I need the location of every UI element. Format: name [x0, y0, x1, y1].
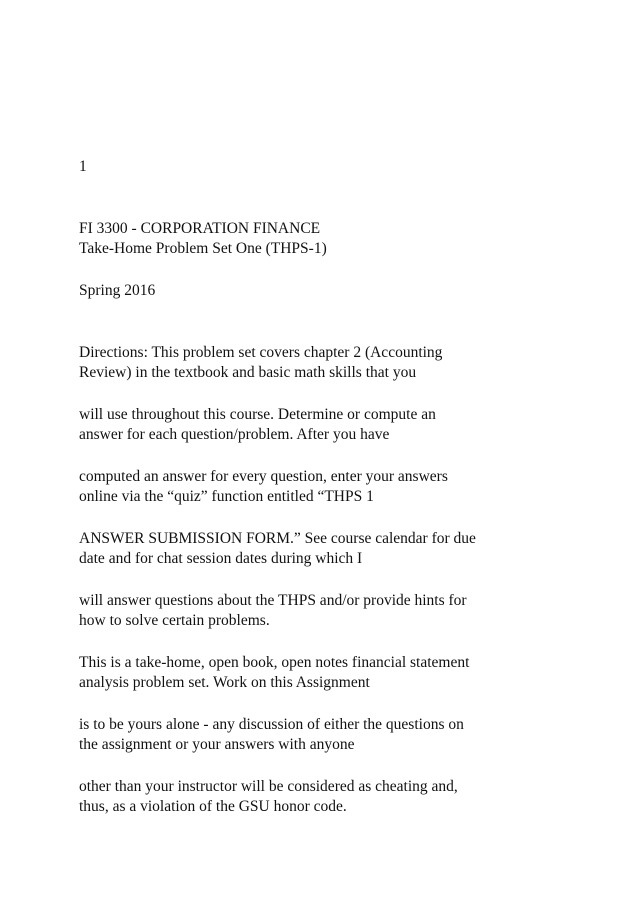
paragraph-1-line-1: Directions: This problem set covers chapter 2 (Accounting	[79, 344, 443, 361]
paragraph-5-line-1: will answer questions about the THPS and/or provide hints for	[79, 592, 467, 609]
page-number: 1	[79, 158, 87, 175]
paragraph-5-line-2: how to solve certain problems.	[79, 612, 270, 629]
assignment-title: Take-Home Problem Set One (THPS-1)	[79, 240, 327, 257]
paragraph-2-line-2: answer for each question/problem. After you have	[79, 426, 390, 443]
paragraph-4-line-1: ANSWER SUBMISSION FORM.” See course calendar for due	[79, 530, 476, 547]
paragraph-7-line-2: the assignment or your answers with anyone	[79, 736, 355, 753]
paragraph-8-line-1: other than your instructor will be considered as cheating and,	[79, 778, 458, 795]
paragraph-8-line-2: thus, as a violation of the GSU honor code.	[79, 798, 347, 815]
paragraph-2-line-1: will use throughout this course. Determine or compute an	[79, 406, 436, 423]
paragraph-6-line-1: This is a take-home, open book, open notes financial statement	[79, 654, 470, 671]
paragraph-4-line-2: date and for chat session dates during which I	[79, 550, 363, 567]
paragraph-1-line-2: Review) in the textbook and basic math skills that you	[79, 364, 417, 381]
paragraph-7-line-1: is to be yours alone - any discussion of either the questions on	[79, 716, 464, 733]
paragraph-3-line-1: computed an answer for every question, enter your answers	[79, 468, 448, 485]
paragraph-6-line-2: analysis problem set. Work on this Assignment	[79, 674, 370, 691]
paragraph-3-line-2: online via the “quiz” function entitled “THPS 1	[79, 488, 374, 505]
term: Spring 2016	[79, 282, 156, 299]
course-title: FI 3300 - CORPORATION FINANCE	[79, 220, 321, 237]
